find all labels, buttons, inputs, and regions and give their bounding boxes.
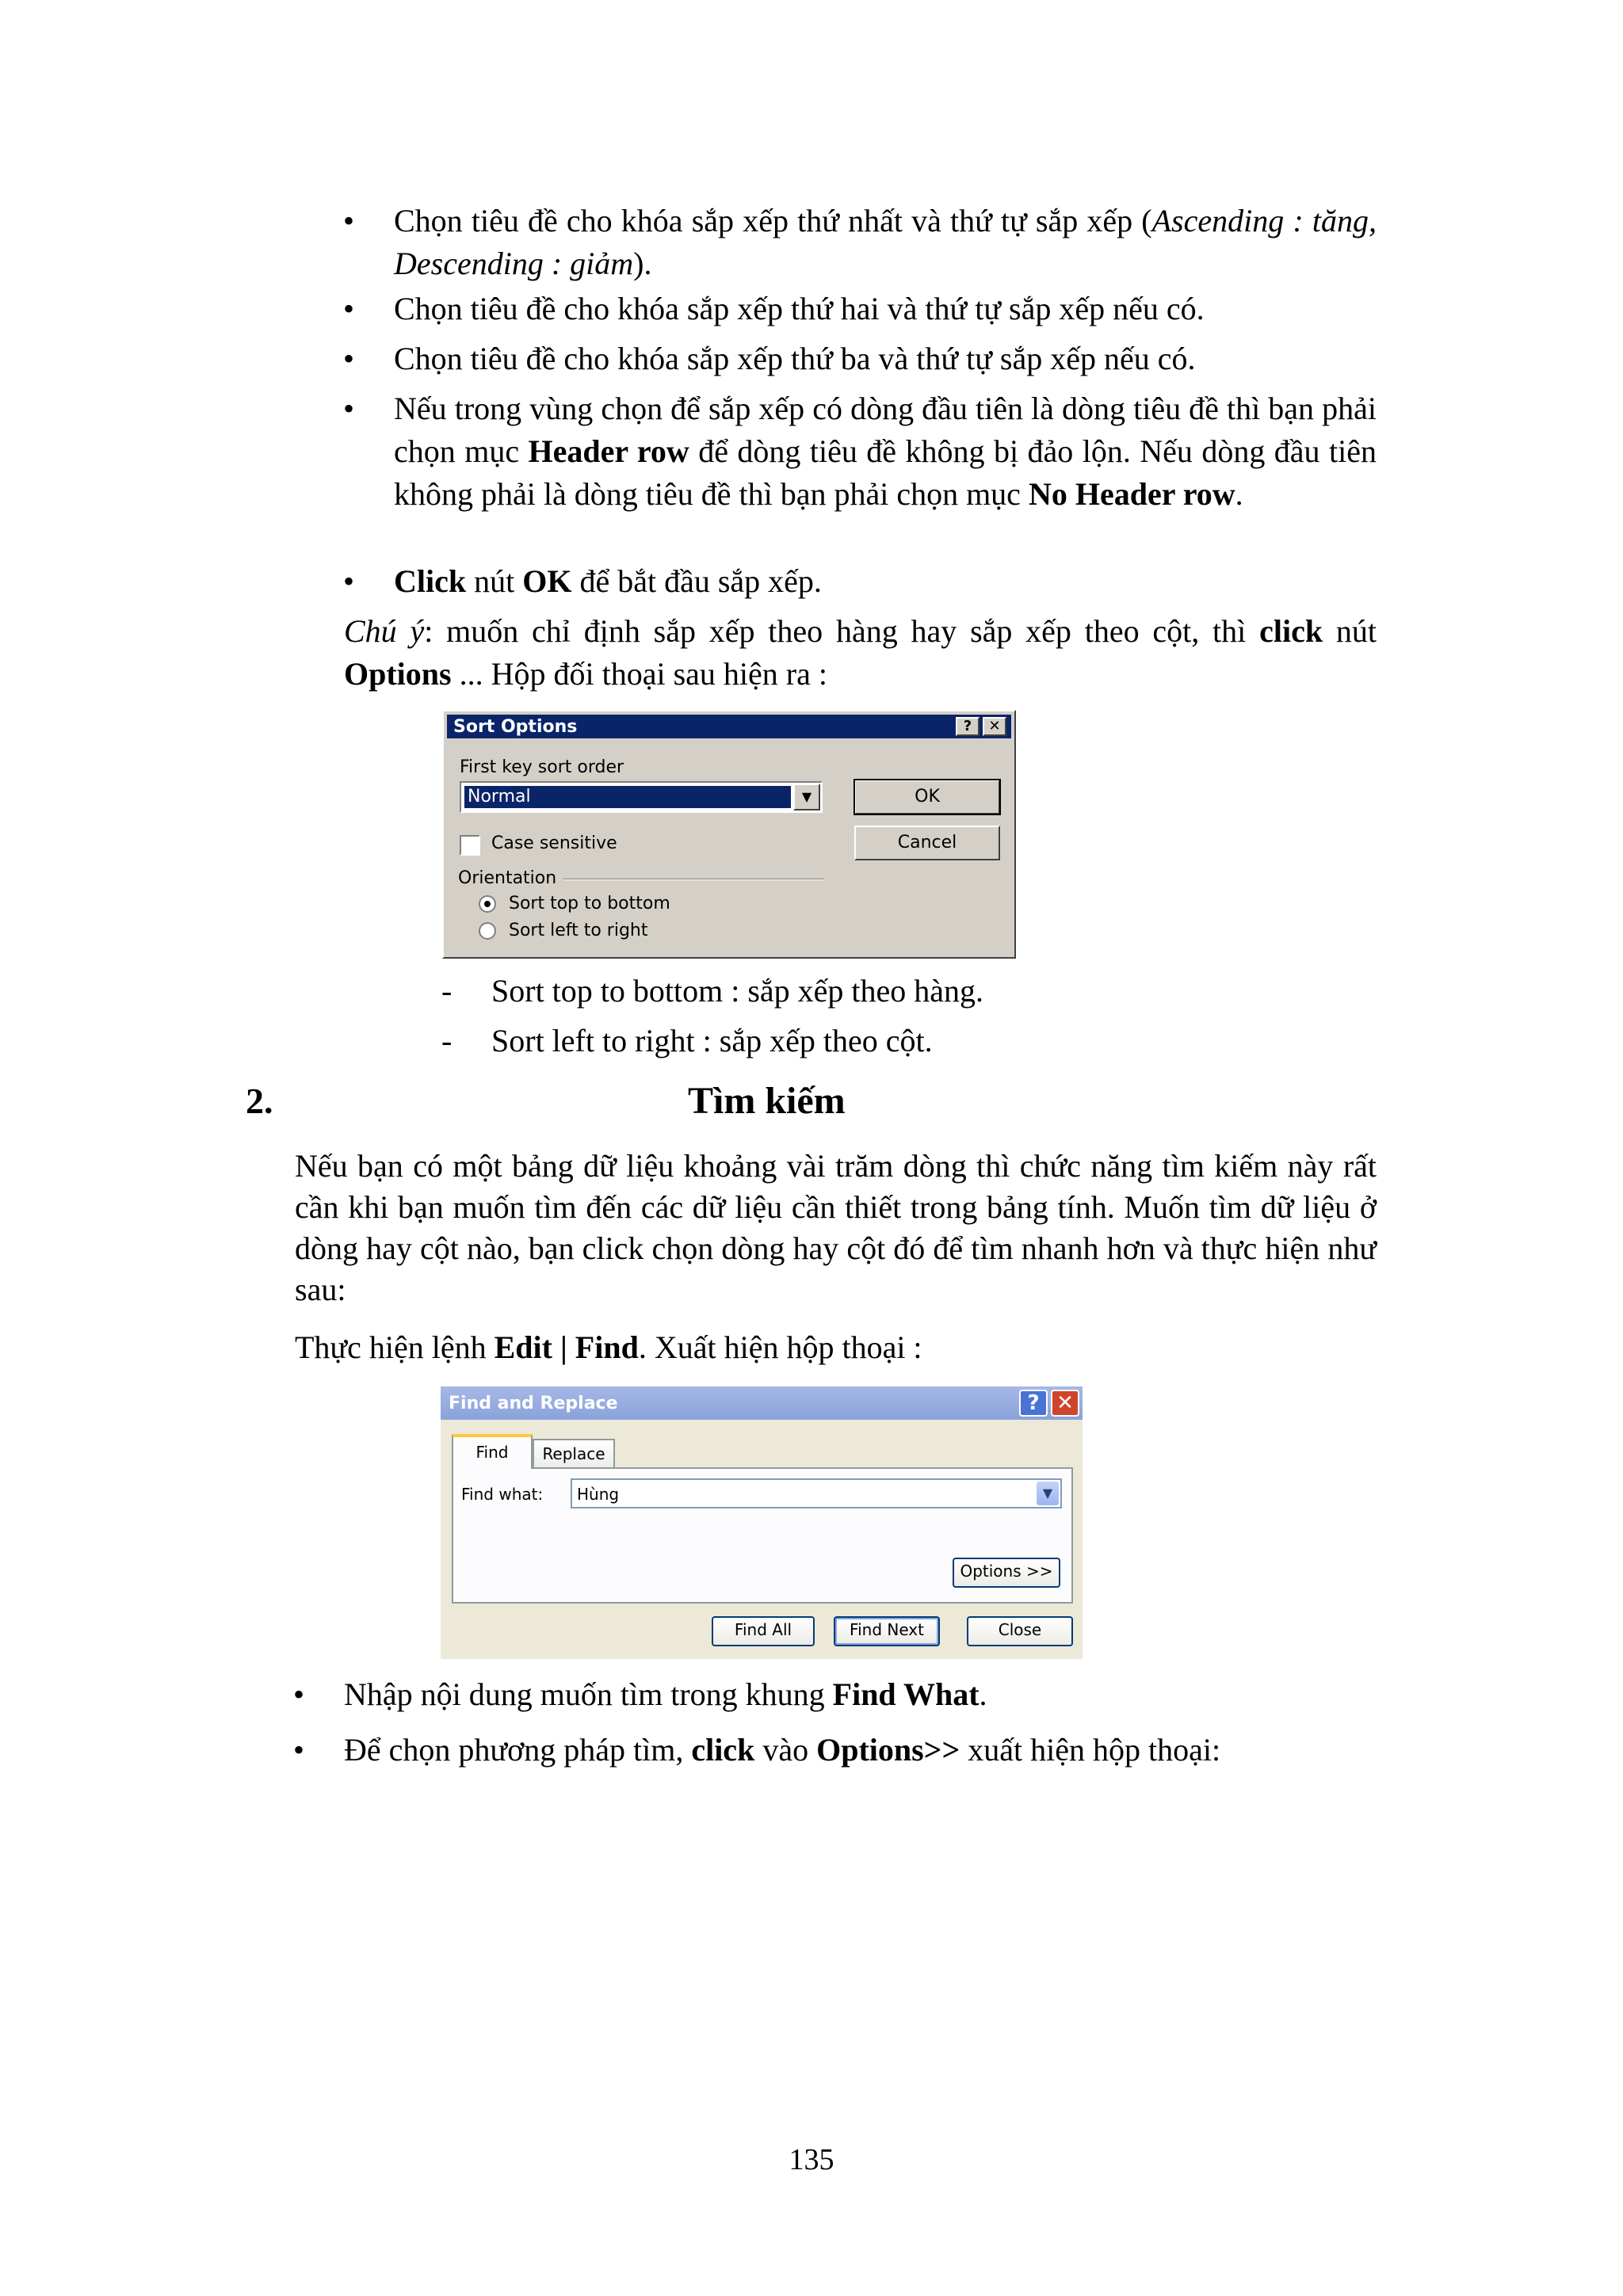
text-run: ). xyxy=(633,246,652,281)
paragraph xyxy=(295,1326,922,1369)
sort-options-dialog xyxy=(442,710,1016,959)
text-run: Chọn tiêu đề cho khóa sắp xếp thứ ba và thứ tự sắp xếp nếu có. xyxy=(394,341,1196,376)
dialog-title: Sort Options xyxy=(453,717,578,737)
bullet: • xyxy=(343,563,355,599)
help-button[interactable]: ? xyxy=(1019,1390,1048,1417)
options-button[interactable]: Options >> xyxy=(953,1558,1060,1588)
radio-top-to-bottom[interactable] xyxy=(479,895,496,913)
bold-run: Find What xyxy=(832,1676,980,1712)
bold-run: Click xyxy=(394,563,467,599)
bullet-text xyxy=(344,1673,1374,1716)
help-button[interactable]: ? xyxy=(956,717,980,736)
radio-top-to-bottom-label: Sort top to bottom xyxy=(509,894,670,913)
italic-run: Ascending : tăng, Descending : giảm xyxy=(394,203,1377,281)
text-run: vào xyxy=(754,1732,817,1768)
case-sensitive-label: Case sensitive xyxy=(491,833,617,853)
cancel-button[interactable]: Cancel xyxy=(854,826,1000,860)
bold-run: Options xyxy=(344,656,452,692)
find-all-button[interactable]: Find All xyxy=(712,1616,815,1646)
text-run: . xyxy=(1235,476,1243,512)
text-run: ... Hộp đối thoại sau hiện ra : xyxy=(451,656,827,692)
find-next-button[interactable]: Find Next xyxy=(834,1616,940,1646)
tab-replace[interactable]: Replace xyxy=(533,1439,615,1467)
close-button[interactable]: Close xyxy=(967,1616,1073,1646)
bold-run: click xyxy=(691,1732,755,1768)
dialog-titlebar xyxy=(441,1386,1083,1420)
first-key-label: First key sort order xyxy=(460,757,624,777)
bullet-text xyxy=(394,387,1377,516)
bold-run: click xyxy=(1259,613,1323,649)
bullet-text xyxy=(344,1729,1374,1772)
radio-selected-dot xyxy=(484,901,491,907)
ok-button[interactable]: OK xyxy=(854,780,1000,814)
find-what-value: Hùng xyxy=(577,1485,620,1504)
bold-run: No Header row xyxy=(1028,476,1235,512)
text-run: để dòng tiêu đề không bị đảo lộn. Nếu dòng đầu tiên không phải là dòng tiêu đề thì bạn phải chọn mục xyxy=(394,433,1377,512)
bullet: • xyxy=(343,341,355,376)
dialog-title: Find and Replace xyxy=(449,1394,618,1413)
orientation-label: Orientation xyxy=(458,868,563,888)
dash: - xyxy=(441,973,453,1009)
dash-item-text: Sort left to right : sắp xếp theo cột. xyxy=(491,1023,933,1058)
text-run: Thực hiện lệnh xyxy=(295,1329,495,1365)
find-what-label: Find what: xyxy=(461,1485,544,1504)
bullet: • xyxy=(343,203,355,238)
text-run: . Xuất hiện hộp thoại : xyxy=(638,1329,922,1365)
dash: - xyxy=(441,1023,453,1058)
text-run: : muốn chỉ định sắp xếp theo hàng hay sắp xếp theo cột, thì xyxy=(424,613,1260,649)
first-key-value: Normal xyxy=(464,786,791,808)
radio-left-to-right[interactable] xyxy=(479,922,496,940)
bullet-text xyxy=(394,288,1377,330)
text-run: nút xyxy=(466,563,523,599)
radio-left-to-right-label: Sort left to right xyxy=(509,921,648,940)
bullet: • xyxy=(293,1732,305,1768)
text-run: Nhập nội dung muốn tìm trong khung xyxy=(344,1676,833,1712)
case-sensitive-checkbox[interactable] xyxy=(460,835,480,856)
close-icon[interactable]: ✕ xyxy=(983,717,1006,736)
text-run: Để chọn phương pháp tìm, xyxy=(344,1732,692,1768)
bold-run: Options>> xyxy=(816,1732,960,1768)
close-icon[interactable]: ✕ xyxy=(1051,1390,1079,1417)
page-number: 135 xyxy=(789,2143,834,2176)
text-run: nút xyxy=(1323,613,1377,649)
bold-run: Edit | Find xyxy=(494,1329,639,1365)
italic-run: Chú ý xyxy=(344,613,425,649)
text-run: Nếu trong vùng chọn để sắp xếp có dòng đầu tiên là dòng tiêu đề thì bạn phải chọn mục xyxy=(394,391,1377,469)
bullet: • xyxy=(293,1676,305,1712)
find-what-input[interactable] xyxy=(571,1478,1062,1508)
note-paragraph xyxy=(344,610,1377,696)
tab-find[interactable]: Find xyxy=(452,1434,533,1469)
bullet: • xyxy=(343,391,355,426)
chevron-down-icon[interactable]: ▼ xyxy=(1037,1482,1059,1505)
text-run: Chọn tiêu đề cho khóa sắp xếp thứ nhất và thứ tự sắp xếp ( xyxy=(394,203,1152,238)
text-run: để bắt đầu sắp xếp. xyxy=(571,563,822,599)
find-replace-dialog xyxy=(441,1386,1083,1659)
bullet: • xyxy=(343,291,355,326)
paragraph: Nếu bạn có một bảng dữ liệu khoảng vài trăm dòng thì chức năng tìm kiếm này rất cần khi bạn muốn tìm đến các dữ liệu cần thiết trong bảng tính. Muốn tìm dữ liệu ở dòng hay cột nào, bạn click chọn dòng hay cột đó để tìm nhanh hơn và thực hiện như sau: xyxy=(295,1148,1377,1307)
text-run: xuất hiện hộp thoại: xyxy=(960,1732,1221,1768)
bold-run: Header row xyxy=(528,433,689,469)
dash-item-text: Sort top to bottom : sắp xếp theo hàng. xyxy=(491,973,984,1009)
text-run: . xyxy=(979,1676,987,1712)
text-run: Chọn tiêu đề cho khóa sắp xếp thứ hai và thứ tự sắp xếp nếu có. xyxy=(394,291,1205,326)
bullet-text xyxy=(394,338,1377,380)
bold-run: OK xyxy=(522,563,572,599)
chevron-down-icon[interactable]: ▼ xyxy=(793,784,820,810)
first-key-select[interactable] xyxy=(460,781,823,813)
dialog-titlebar xyxy=(447,715,1011,738)
section-number: 2. xyxy=(246,1081,273,1121)
bullet-text xyxy=(394,200,1377,285)
bullet-text xyxy=(394,560,1377,603)
section-title: Tìm kiếm xyxy=(688,1080,846,1122)
